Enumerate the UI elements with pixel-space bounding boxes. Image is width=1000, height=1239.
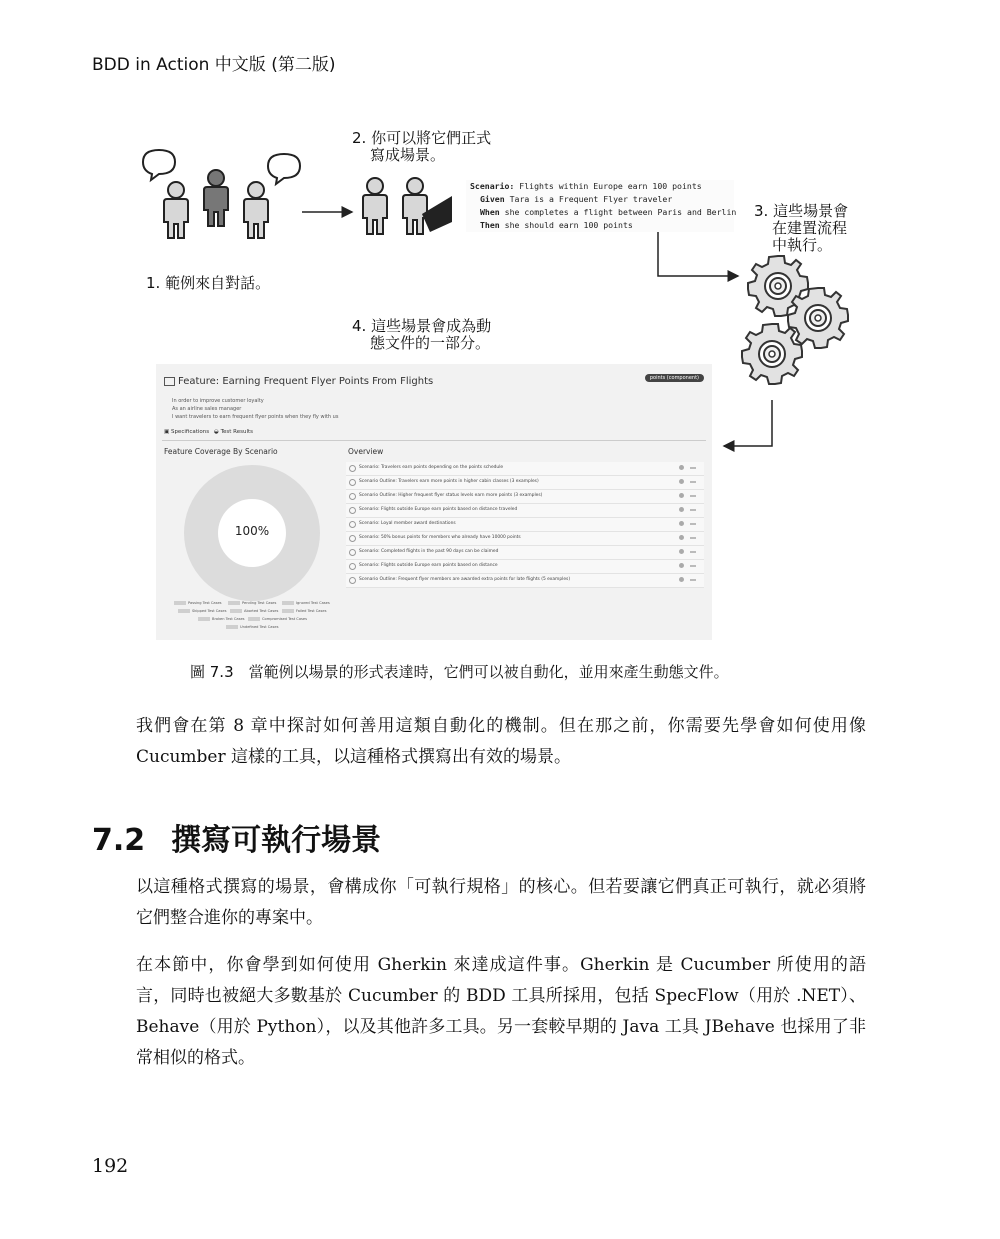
report-tag[interactable]: points (component) [645, 374, 704, 382]
report-intro-line: As an airline sales manager [172, 406, 242, 412]
legend-item: Failed Test Cases [282, 609, 326, 613]
coverage-percent: 100% [234, 524, 270, 538]
scenario-row[interactable]: Scenario Outline: Higher frequent flyer status levels earn more points (3 examples) [346, 490, 704, 504]
legend-item: Undefined Test Cases [226, 625, 278, 629]
callout-step1: 1. 範例來自對話。 [146, 274, 271, 292]
legend-item: Skipped Test Cases [178, 609, 226, 613]
callout-step3: 3. 這些場景會 在建置流程 中執行。 [754, 202, 849, 254]
coverage-title: Feature Coverage By Scenario [164, 447, 278, 456]
scenario-row[interactable]: Scenario: 50% bonus points for members who already have 10000 points [346, 532, 704, 546]
scenario-row[interactable]: Scenario: Travelers earn points depending on the points schedule [346, 462, 704, 476]
scenario-row[interactable]: Scenario: Loyal member award destinations [346, 518, 704, 532]
scenario-row[interactable]: Scenario Outline: Frequent flyer members are awarded extra points for late flights (5 examples) [346, 574, 704, 588]
legend-item: Pending Test Cases [228, 601, 276, 605]
conversation-people-icon [143, 150, 300, 238]
body-paragraph: 我們會在第 8 章中探討如何善用這類自動化的機制。但在那之前，你需要先學會如何使用像 Cucumber 這樣的工具，以這種格式撰寫出有效的場景。 [136, 716, 866, 767]
book-icon [164, 377, 175, 386]
legend-item: Broken Test Cases [198, 617, 245, 621]
report-intro-line: In order to improve customer loyalty [172, 398, 264, 404]
scenario-row[interactable]: Scenario: Flights outside Europe earn points based on distance traveled [346, 504, 704, 518]
body-paragraph: 在本節中，你會學到如何使用 Gherkin 來達成這件事。Gherkin 是 Cucumber 所使用的語言，同時也被絕大多數基於 Cucumber 的 BDD 工具所採用，包括 SpecFlow（用於 .NET）、Behave（用於 Python），以及其他許多工具。另一套較早期的 Java 工具 JBehave 也採用了非常相似的格式。 [136, 955, 866, 1068]
legend-item: Passing Test Cases [174, 601, 222, 605]
tab-specifications[interactable]: ▣ Specifications [164, 429, 210, 435]
writing-people-icon [363, 178, 452, 234]
report-divider [162, 440, 706, 441]
running-header: BDD in Action 中文版 (第二版) [92, 55, 336, 75]
report-title: Feature: Earning Frequent Flyer Points From Flights [164, 376, 433, 387]
overview-title: Overview [348, 447, 384, 456]
legend-item: Compromised Test Cases [248, 617, 307, 621]
scenario-list [346, 462, 704, 588]
page-number: 192 [92, 1155, 129, 1177]
legend-item: Ignored Test Cases [282, 601, 330, 605]
arrow-3-to-4 [724, 400, 772, 446]
arrow-2-to-3 [658, 232, 738, 276]
section-number: 7.2 [92, 823, 146, 858]
gherkin-scenario-box: Scenario: Flights within Europe earn 100 points Given Tara is a Frequent Flyer traveler When she completes a flight between Paris and Berlin Then she should earn 100 points [466, 180, 734, 232]
callout-step2: 2. 你可以將它們正式 寫成場景。 [352, 129, 492, 164]
build-gears-icon [742, 256, 848, 384]
coverage-donut-chart [184, 465, 320, 601]
body-paragraph: 以這種格式撰寫的場景，會構成你「可執行規格」的核心。但若要讓它們真正可執行，就必須將它們整合進你的專案中。 [136, 877, 866, 928]
scenario-row[interactable]: Scenario: Flights outside Europe earn points based on distance [346, 560, 704, 574]
figure-caption: 圖 7.3 當範例以場景的形式表達時，它們可以被自動化，並用來產生動態文件。 [190, 663, 729, 681]
report-intro-line: I want travelers to earn frequent flyer points when they fly with us [172, 414, 339, 420]
scenario-row[interactable]: Scenario Outline: Travelers earn more points in higher cabin classes (3 examples) [346, 476, 704, 490]
callout-step4: 4. 這些場景會成為動 態文件的一部分。 [352, 317, 492, 352]
legend-item: Aborted Test Cases [230, 609, 278, 613]
living-doc-report [156, 364, 712, 640]
tab-test-results[interactable]: ◒ Test Results [214, 429, 254, 435]
section-heading [92, 815, 381, 859]
section-title: 撰寫可執行場景 [171, 823, 382, 858]
scenario-row[interactable]: Scenario: Completed flights in the past 90 days can be claimed [346, 546, 704, 560]
